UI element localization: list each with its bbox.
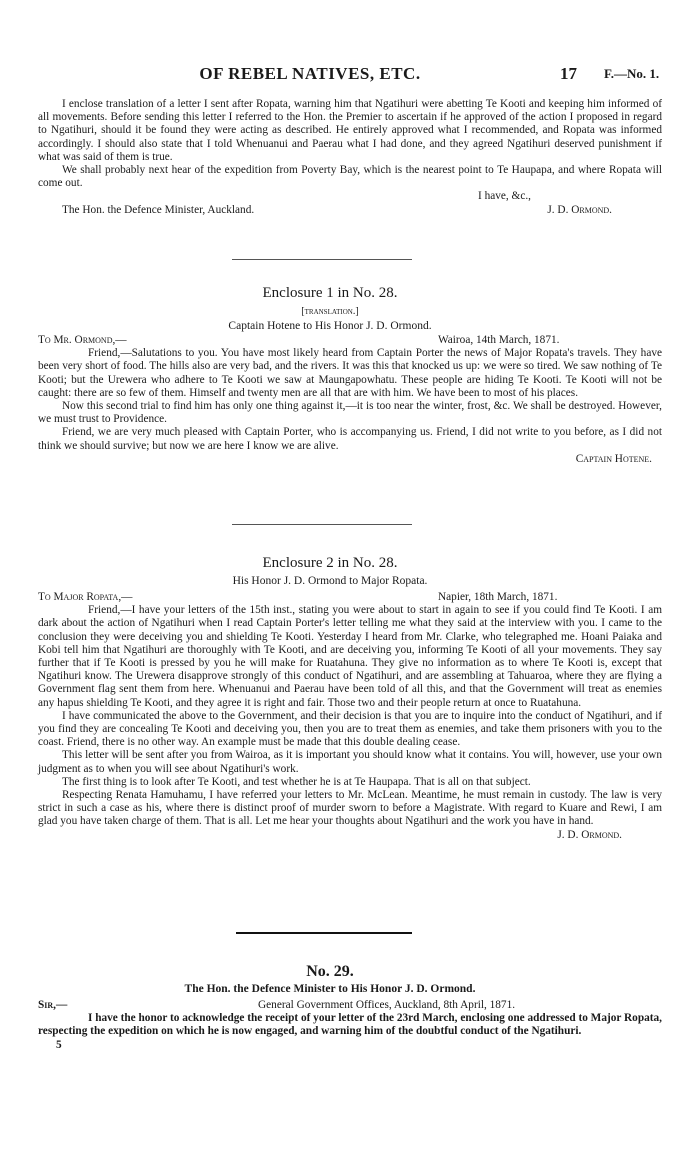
paragraph: We shall probably next hear of the expedition from Poverty Bay, which is the nearest point to Te Haupapa, and where Ropata will come out. bbox=[38, 164, 662, 190]
place-date: Wairoa, 14th March, 1871. bbox=[438, 334, 560, 346]
enclosure-1-letter bbox=[38, 334, 662, 466]
paragraph: I have communicated the above to the Government, and their decision is that you are to inquire into the conduct of Ngatihuri, and if you find they are concealing Te Kooti and deceiving you, then you are to treat them as enemies, and take them prisoners with you to the coast. Friend, there is no other way. An example must be made that this double dealing cease. bbox=[38, 709, 662, 749]
recipient: To Mr. Ormond,— bbox=[38, 334, 127, 346]
place-date: General Government Offices, Auckland, 8th April, 1871. bbox=[258, 999, 516, 1011]
paragraph: I enclose translation of a letter I sent after Ropata, warning him that Ngatihuri were abetting Te Kooti and keeping him informed of all movements. Before sending this letter I referred to the Hon. the Premier to ascertain if he approved of the action I proposed in regard to Ngatihuri, should it be found they were acting as described. He entirely approved what I recommended, and Ropata was informed accordingly. I should also state that I told Whenuanui and Paerau what I had done, and they agreed Ngatihuri deserved punishment if what was said of them is true. bbox=[38, 98, 662, 163]
no-29-title: No. 29. bbox=[306, 963, 354, 980]
letter-top bbox=[38, 98, 662, 217]
enclosure-2-letter bbox=[38, 591, 662, 842]
enclosure-2-subtitle: His Honor J. D. Ormond to Major Ropata. bbox=[232, 575, 428, 587]
closing-row bbox=[38, 190, 662, 203]
paragraph: Now this second trial to find him has only one thing against it,—it is too near the winter, frost, &c. We shall be destroyed. However, we must trust to Providence. bbox=[38, 400, 662, 426]
to-row bbox=[38, 591, 662, 604]
enclosure-1-title: Enclosure 1 in No. 28. bbox=[262, 285, 398, 301]
running-header-title: OF REBEL NATIVES, ETC. bbox=[199, 64, 421, 83]
enclosure-2-title: Enclosure 2 in No. 28. bbox=[262, 555, 398, 571]
place-date: Napier, 18th March, 1871. bbox=[438, 591, 558, 603]
divider bbox=[232, 259, 412, 260]
paragraph: Friend, we are very much pleased with Captain Porter, who is accompanying us. Friend, I did not write to you before, as I did not think we should survive; but now we are here I know we are alive. bbox=[38, 426, 662, 452]
paragraph: I have the honor to acknowledge the receipt of your letter of the 23rd March, enclosing one addressed to Major Ropata, respecting the expedition on which he is now engaged, and warning him of the doubtful conduct of the Ngatihuri. bbox=[38, 1012, 663, 1038]
no-29-letter bbox=[38, 999, 662, 1052]
signature-row bbox=[38, 453, 662, 466]
to-row bbox=[38, 334, 662, 347]
addressee: The Hon. the Defence Minister, Auckland. bbox=[62, 203, 255, 216]
paragraph: This letter will be sent after you from Wairoa, as it is important you should know what it contains. You will, however, use your own judgment as to when you will see about Ngatihuri's work. bbox=[38, 749, 662, 775]
page-number: 17 bbox=[560, 64, 577, 83]
signature: Captain Hotene. bbox=[575, 452, 652, 465]
paragraph: Friend,—I have your letters of the 15th inst., stating you were about to start in again to see if you could find Te Kooti. I am dark about the action of Ngatihuri when I read Captain Porter's letter telling me what they said at the interview with you. I came to the conclusion they were deceiving you and shielding Te Kooti. Yesterday I heard from Mr. Clarke, who telegraphed me. Hoani Paiaka and Kobi tell him that Ngatihuri are thoroughly with Te Kooti, and are deceiving you, informing Te Kooti of all your movements. They say further that if Te Kooti is pressed by you he will make for Ruatahuna. They give no information as to where Te Kooti is, except that Ngatihuri know. The Urewera disapprove strongly of this conduct of Ngatihuri, and are assembling at Tahuaroa, where they are flying a Government flag sent them from here. Whenuanui and Paerau have been told of all this, and that the Government will treat as enemies any hapus shielding Te Kooti, and they agree it is right and fair. Those two and their people return at once to Ruatahuna. bbox=[38, 604, 662, 709]
signature: J. D. Ormond. bbox=[557, 828, 622, 841]
salutation-row bbox=[38, 999, 662, 1012]
enclosure-1-subtitle: Captain Hotene to His Honor J. D. Ormond. bbox=[228, 320, 432, 332]
section-divider bbox=[236, 932, 412, 934]
translation-note: [translation.] bbox=[301, 306, 359, 317]
no-29-subtitle: The Hon. the Defence Minister to His Honor J. D. Ormond. bbox=[184, 983, 476, 995]
divider bbox=[232, 524, 412, 525]
paragraph: Friend,—Salutations to you. You have most likely heard from Captain Porter the news of Major Ropata's travels. They have been very short of food. The hills also are very bad, and the rivers. It was this that knocked us up: we were so tired. We saw nothing of Te Kooti; but the Urewera who adhere to Te Kooti we saw at Maungapowhatu. These people are hiding Te Kooti. Te Kooti will not be caught: there are so few of them. Himself and twenty men are all that are with him. We have been to most of his places. bbox=[38, 347, 662, 399]
addressee-row bbox=[38, 204, 662, 217]
signature: J. D. Ormond. bbox=[547, 203, 612, 216]
signature-row bbox=[38, 829, 662, 842]
closing: I have, &c., bbox=[478, 190, 532, 203]
footer-row bbox=[38, 1039, 662, 1052]
salutation: Sir,— bbox=[38, 999, 68, 1011]
footer-mark: 5 bbox=[56, 1038, 62, 1051]
paragraph: The first thing is to look after Te Kooti, and test whether he is at Te Haupapa. That is all on that subject. bbox=[62, 775, 531, 788]
document-reference: F.—No. 1. bbox=[604, 66, 660, 81]
recipient: To Major Ropata,— bbox=[38, 591, 133, 603]
paragraph: Respecting Renata Hamuhamu, I have referred your letters to Mr. McLean. Meantime, he must remain in custody. The law is very strict in such a case as his, where there is distinct proof of murder sworn to before a Magistrate. With regard to Kuare and Rewi, I am glad you have taken charge of them. That is all. Let me hear your thoughts about Ngatihuri and the work you have in hand. bbox=[38, 789, 662, 828]
